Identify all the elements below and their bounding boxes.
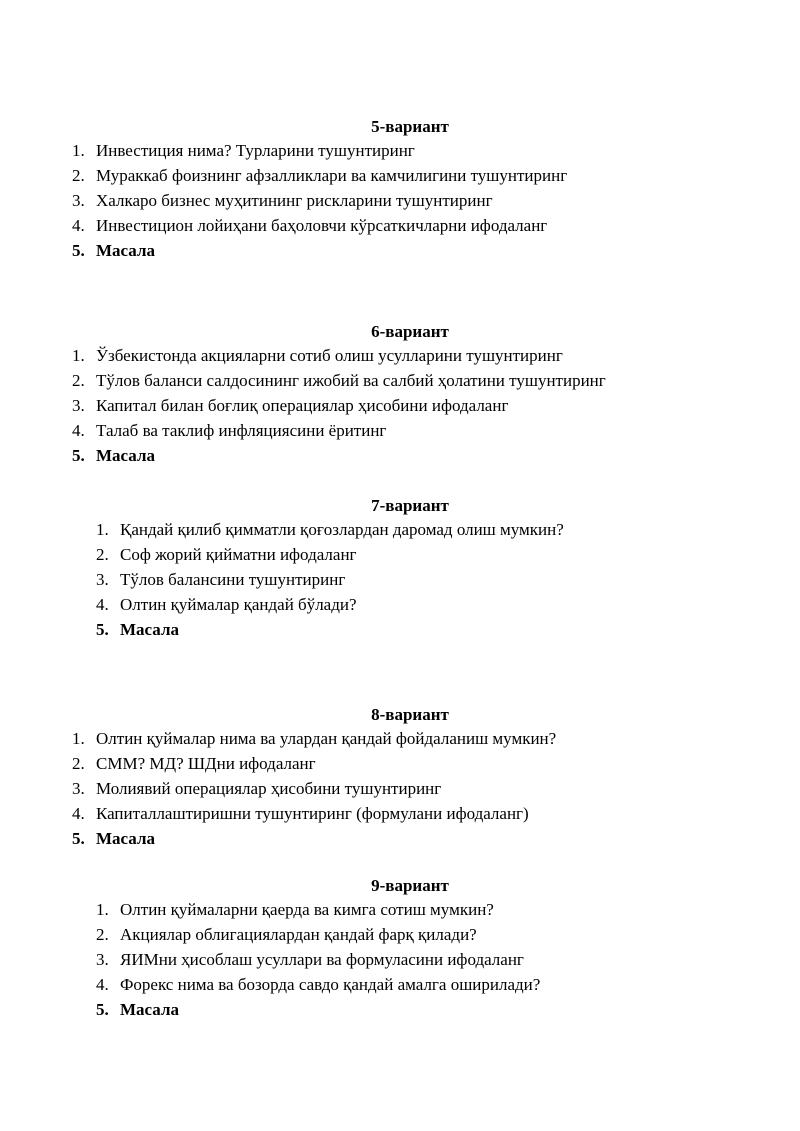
item-number: 5. xyxy=(72,829,85,848)
item-number: 5. xyxy=(72,241,85,260)
item-text: Молиявий операциялар ҳисобини тушунтиринг xyxy=(96,779,442,798)
item-number: 2. xyxy=(96,925,109,944)
variant-title: 7-вариант xyxy=(371,496,449,515)
item-number: 2. xyxy=(96,545,109,564)
item-number: 2. xyxy=(72,166,85,185)
item-number: 2. xyxy=(72,754,85,773)
item-text: Капиталлаштиришни тушунтиринг (формулани ифодаланг) xyxy=(96,804,529,823)
item-text: Акциялар облигациялардан қандай фарқ қилади? xyxy=(120,925,477,944)
item-number: 1. xyxy=(72,141,85,160)
variant-title: 9-вариант xyxy=(371,876,449,895)
item-number: 4. xyxy=(72,216,85,235)
item-text: Олтин қуймаларни қаерда ва кимга сотиш мумкин? xyxy=(120,900,494,919)
item-number: 4. xyxy=(72,421,85,440)
item-number: 5. xyxy=(96,1000,109,1019)
item-text: Тўлов баланси салдосининг ижобий ва салбий ҳолатини тушунтиринг xyxy=(96,371,606,390)
item-number: 3. xyxy=(72,396,85,415)
item-text: Халкаро бизнес муҳитининг рискларини тушунтиринг xyxy=(96,191,493,210)
item-text: Масала xyxy=(120,1000,179,1019)
item-number: 1. xyxy=(72,729,85,748)
item-number: 3. xyxy=(72,779,85,798)
item-text: Масала xyxy=(96,829,155,848)
item-text: СММ? МД? ШДни ифодаланг xyxy=(96,754,316,773)
item-number: 2. xyxy=(72,371,85,390)
item-number: 3. xyxy=(72,191,85,210)
item-number: 4. xyxy=(96,595,109,614)
item-number: 4. xyxy=(72,804,85,823)
item-text: Масала xyxy=(96,241,155,260)
item-number: 5. xyxy=(72,446,85,465)
item-text: Капитал билан боғлиқ операциялар ҳисобини ифодаланг xyxy=(96,396,509,415)
item-text: Инвестиция нима? Турларини тушунтиринг xyxy=(96,141,415,160)
item-text: Тўлов балансини тушунтиринг xyxy=(120,570,346,589)
item-text: Мураккаб фоизнинг афзалликлари ва камчилигини тушунтиринг xyxy=(96,166,568,185)
item-text: Қандай қилиб қимматли қоғозлардан даромад олиш мумкин? xyxy=(120,520,564,539)
item-text: Форекс нима ва бозорда савдо қандай амалга оширилади? xyxy=(120,975,541,994)
item-text: Ўзбекистонда акцияларни сотиб олиш усулларини тушунтиринг xyxy=(96,346,563,365)
item-number: 5. xyxy=(96,620,109,639)
item-text: Масала xyxy=(120,620,179,639)
item-number: 3. xyxy=(96,950,109,969)
item-text: Соф жорий қийматни ифодаланг xyxy=(120,545,357,564)
item-number: 4. xyxy=(96,975,109,994)
item-text: Олтин қуймалар қандай бўлади? xyxy=(120,595,357,614)
item-text: Олтин қуймалар нима ва улардан қандай фойдаланиш мумкин? xyxy=(96,729,557,748)
item-number: 1. xyxy=(96,900,109,919)
item-number: 3. xyxy=(96,570,109,589)
item-number: 1. xyxy=(96,520,109,539)
item-text: Инвестицион лойиҳани баҳоловчи кўрсаткичларни ифодаланг xyxy=(96,216,548,235)
variant-title: 8-вариант xyxy=(371,705,449,724)
item-text: ЯИМни ҳисоблаш усуллари ва формуласини ифодаланг xyxy=(120,950,524,969)
item-text: Талаб ва таклиф инфляциясини ёритинг xyxy=(96,421,387,440)
variant-title: 6-вариант xyxy=(371,322,449,341)
variant-title: 5-вариант xyxy=(371,117,449,136)
item-number: 1. xyxy=(72,346,85,365)
item-text: Масала xyxy=(96,446,155,465)
